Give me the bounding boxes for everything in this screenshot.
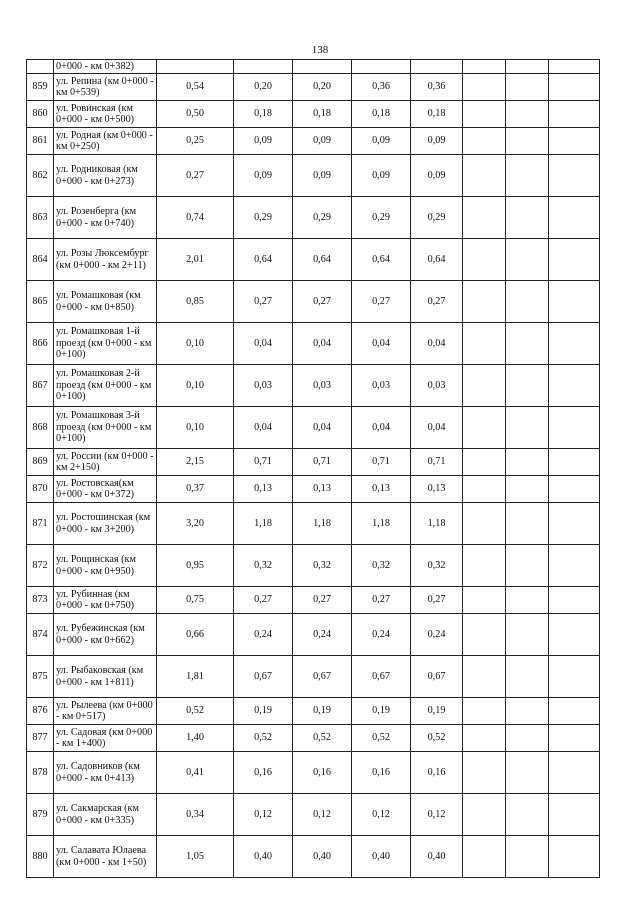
empty-cell <box>506 587 549 614</box>
empty-cell <box>463 752 506 794</box>
table-row <box>27 752 600 794</box>
value-cell: 0,04 <box>352 323 411 365</box>
road-name-cell: ул. Рылеева (км 0+000 - км 0+517) <box>54 698 157 725</box>
value-cell: 0,27 <box>234 281 293 323</box>
value-cell: 0,09 <box>352 128 411 155</box>
value-cell: 0,09 <box>234 128 293 155</box>
empty-cell <box>549 281 600 323</box>
road-name-cell: ул. Репина (км 0+000 - км 0+539) <box>54 74 157 101</box>
empty-cell <box>463 128 506 155</box>
value-cell <box>157 60 234 74</box>
row-number-cell: 872 <box>27 545 54 587</box>
row-number-cell: 876 <box>27 698 54 725</box>
road-name-cell: ул. Салавата Юлаева (км 0+000 - км 1+50) <box>54 836 157 878</box>
empty-cell <box>506 503 549 545</box>
value-cell: 1,40 <box>157 725 234 752</box>
road-name-cell: ул. Сакмарская (км 0+000 - км 0+335) <box>54 794 157 836</box>
value-cell: 0,09 <box>293 128 352 155</box>
row-number-cell: 875 <box>27 656 54 698</box>
road-name-cell: ул. Ромашковая 1-й проезд (км 0+000 - км 0+100) <box>54 323 157 365</box>
table-row <box>27 587 600 614</box>
empty-cell <box>549 239 600 281</box>
value-cell: 0,29 <box>411 197 463 239</box>
value-cell: 0,64 <box>411 239 463 281</box>
empty-cell <box>463 587 506 614</box>
road-name-cell: ул. Ромашковая 2-й проезд (км 0+000 - км 0+100) <box>54 365 157 407</box>
table-row <box>27 794 600 836</box>
value-cell: 0,67 <box>234 656 293 698</box>
value-cell: 0,10 <box>157 365 234 407</box>
value-cell: 0,34 <box>157 794 234 836</box>
value-cell: 0,16 <box>411 752 463 794</box>
table-row <box>27 407 600 449</box>
empty-cell <box>549 74 600 101</box>
road-name-cell: ул. Рыбаковская (км 0+000 - км 1+811) <box>54 656 157 698</box>
value-cell: 0,71 <box>234 449 293 476</box>
empty-cell <box>549 836 600 878</box>
value-cell: 0,32 <box>352 545 411 587</box>
empty-cell <box>549 614 600 656</box>
value-cell: 0,19 <box>411 698 463 725</box>
empty-cell <box>549 365 600 407</box>
value-cell: 0,19 <box>352 698 411 725</box>
value-cell: 0,09 <box>234 155 293 197</box>
empty-cell <box>549 587 600 614</box>
road-name-cell: ул. Садовников (км 0+000 - км 0+413) <box>54 752 157 794</box>
empty-cell <box>549 60 600 74</box>
table-row <box>27 197 600 239</box>
value-cell: 0,18 <box>293 101 352 128</box>
road-name-cell: ул. Рощинская (км 0+000 - км 0+950) <box>54 545 157 587</box>
empty-cell <box>463 449 506 476</box>
empty-cell <box>506 74 549 101</box>
empty-cell <box>506 794 549 836</box>
empty-cell <box>463 407 506 449</box>
row-number-cell: 862 <box>27 155 54 197</box>
empty-cell <box>506 197 549 239</box>
value-cell: 0,03 <box>411 365 463 407</box>
value-cell: 0,24 <box>411 614 463 656</box>
value-cell: 0,19 <box>293 698 352 725</box>
value-cell: 0,27 <box>234 587 293 614</box>
value-cell: 0,95 <box>157 545 234 587</box>
empty-cell <box>549 101 600 128</box>
value-cell: 0,03 <box>293 365 352 407</box>
page-number: 138 <box>311 44 329 56</box>
row-number-cell: 874 <box>27 614 54 656</box>
row-number-cell: 869 <box>27 449 54 476</box>
value-cell: 0,13 <box>411 476 463 503</box>
value-cell: 0,29 <box>234 197 293 239</box>
value-cell: 0,27 <box>352 281 411 323</box>
value-cell: 0,24 <box>352 614 411 656</box>
value-cell: 0,19 <box>234 698 293 725</box>
value-cell: 0,37 <box>157 476 234 503</box>
road-name-cell: ул. Ростовская(км 0+000 - км 0+372) <box>54 476 157 503</box>
value-cell: 0,12 <box>234 794 293 836</box>
value-cell: 3,20 <box>157 503 234 545</box>
empty-cell <box>506 155 549 197</box>
value-cell: 1,81 <box>157 656 234 698</box>
value-cell: 0,24 <box>234 614 293 656</box>
table-row <box>27 656 600 698</box>
road-name-cell: ул. Ромашковая (км 0+000 - км 0+850) <box>54 281 157 323</box>
empty-cell <box>506 407 549 449</box>
table-row <box>27 503 600 545</box>
row-number-cell: 877 <box>27 725 54 752</box>
value-cell: 0,04 <box>352 407 411 449</box>
empty-cell <box>549 449 600 476</box>
road-name-cell: ул. Рубинная (км 0+000 - км 0+750) <box>54 587 157 614</box>
value-cell: 0,16 <box>234 752 293 794</box>
row-number-cell: 860 <box>27 101 54 128</box>
empty-cell <box>506 60 549 74</box>
empty-cell <box>463 545 506 587</box>
value-cell: 0,64 <box>352 239 411 281</box>
value-cell: 0,50 <box>157 101 234 128</box>
value-cell: 0,09 <box>352 155 411 197</box>
value-cell: 0,13 <box>234 476 293 503</box>
empty-cell <box>549 698 600 725</box>
value-cell: 0,29 <box>352 197 411 239</box>
page-footer-area <box>0 897 640 905</box>
empty-cell <box>506 101 549 128</box>
table-row <box>27 365 600 407</box>
value-cell: 0,40 <box>293 836 352 878</box>
empty-cell <box>463 614 506 656</box>
row-number-cell: 880 <box>27 836 54 878</box>
value-cell: 0,27 <box>411 587 463 614</box>
value-cell: 0,67 <box>293 656 352 698</box>
value-cell: 0,13 <box>352 476 411 503</box>
value-cell: 1,18 <box>234 503 293 545</box>
value-cell: 0,41 <box>157 752 234 794</box>
road-name-cell: ул. Ростошинская (км 0+000 - км 3+200) <box>54 503 157 545</box>
table-row <box>27 74 600 101</box>
value-cell: 0,52 <box>234 725 293 752</box>
value-cell: 0,27 <box>293 587 352 614</box>
table-row <box>27 476 600 503</box>
value-cell: 0,67 <box>411 656 463 698</box>
empty-cell <box>463 101 506 128</box>
table-body <box>27 60 600 878</box>
value-cell: 0,16 <box>293 752 352 794</box>
row-number-cell: 865 <box>27 281 54 323</box>
empty-cell <box>463 323 506 365</box>
value-cell: 0,52 <box>352 725 411 752</box>
empty-cell <box>463 197 506 239</box>
empty-cell <box>463 74 506 101</box>
empty-cell <box>506 725 549 752</box>
value-cell: 0,12 <box>293 794 352 836</box>
value-cell: 0,32 <box>293 545 352 587</box>
table-row <box>27 155 600 197</box>
empty-cell <box>549 725 600 752</box>
row-number-cell: 878 <box>27 752 54 794</box>
empty-cell <box>463 281 506 323</box>
value-cell: 0,29 <box>293 197 352 239</box>
empty-cell <box>506 476 549 503</box>
value-cell <box>411 60 463 74</box>
row-number-cell: 879 <box>27 794 54 836</box>
value-cell: 0,36 <box>411 74 463 101</box>
empty-cell <box>549 155 600 197</box>
value-cell: 0,13 <box>293 476 352 503</box>
empty-cell <box>506 281 549 323</box>
row-number-cell: 859 <box>27 74 54 101</box>
row-number-cell: 863 <box>27 197 54 239</box>
value-cell: 0,27 <box>293 281 352 323</box>
empty-cell <box>506 836 549 878</box>
empty-cell <box>506 614 549 656</box>
value-cell: 1,18 <box>293 503 352 545</box>
table-row <box>27 614 600 656</box>
empty-cell <box>549 545 600 587</box>
value-cell: 0,27 <box>352 587 411 614</box>
road-name-cell: ул. Родниковая (км 0+000 - км 0+273) <box>54 155 157 197</box>
table-row <box>27 128 600 155</box>
value-cell: 0,71 <box>352 449 411 476</box>
empty-cell <box>463 60 506 74</box>
value-cell: 2,15 <box>157 449 234 476</box>
road-name-cell: ул. Родная (км 0+000 - км 0+250) <box>54 128 157 155</box>
row-number-cell: 870 <box>27 476 54 503</box>
empty-cell <box>463 476 506 503</box>
road-name-cell: ул. Ровинская (км 0+000 - км 0+500) <box>54 101 157 128</box>
value-cell: 0,66 <box>157 614 234 656</box>
empty-cell <box>463 503 506 545</box>
road-name-cell: 0+000 - км 0+382) <box>54 60 157 74</box>
empty-cell <box>506 752 549 794</box>
value-cell: 0,20 <box>293 74 352 101</box>
table-row <box>27 101 600 128</box>
road-name-cell: ул. Ромашковая 3-й проезд (км 0+000 - км 0+100) <box>54 407 157 449</box>
value-cell: 0,52 <box>157 698 234 725</box>
value-cell: 0,24 <box>293 614 352 656</box>
value-cell: 1,18 <box>411 503 463 545</box>
table-row <box>27 698 600 725</box>
value-cell: 0,32 <box>234 545 293 587</box>
value-cell: 0,18 <box>411 101 463 128</box>
value-cell: 0,67 <box>352 656 411 698</box>
value-cell: 0,16 <box>352 752 411 794</box>
value-cell: 2,01 <box>157 239 234 281</box>
value-cell: 0,09 <box>293 155 352 197</box>
value-cell: 0,18 <box>234 101 293 128</box>
value-cell: 0,12 <box>411 794 463 836</box>
value-cell: 0,25 <box>157 128 234 155</box>
row-number-cell: 873 <box>27 587 54 614</box>
road-name-cell: ул. Розы Люксембург (км 0+000 - км 2+11) <box>54 239 157 281</box>
road-name-cell: ул. Розенберга (км 0+000 - км 0+740) <box>54 197 157 239</box>
value-cell: 0,71 <box>293 449 352 476</box>
empty-cell <box>549 503 600 545</box>
row-number-cell <box>27 60 54 74</box>
value-cell <box>293 60 352 74</box>
value-cell: 0,85 <box>157 281 234 323</box>
value-cell: 0,40 <box>352 836 411 878</box>
value-cell: 0,04 <box>293 323 352 365</box>
value-cell: 0,04 <box>411 323 463 365</box>
value-cell: 0,03 <box>234 365 293 407</box>
empty-cell <box>549 197 600 239</box>
value-cell: 0,04 <box>293 407 352 449</box>
empty-cell <box>463 239 506 281</box>
empty-cell <box>506 239 549 281</box>
road-name-cell: ул. Рубежинская (км 0+000 - км 0+662) <box>54 614 157 656</box>
value-cell: 0,20 <box>234 74 293 101</box>
value-cell: 0,40 <box>411 836 463 878</box>
row-number-cell: 866 <box>27 323 54 365</box>
value-cell: 0,27 <box>411 281 463 323</box>
empty-cell <box>549 323 600 365</box>
road-segments-table <box>26 59 600 878</box>
value-cell: 0,75 <box>157 587 234 614</box>
value-cell: 0,27 <box>157 155 234 197</box>
value-cell: 0,04 <box>411 407 463 449</box>
empty-cell <box>506 365 549 407</box>
empty-cell <box>549 407 600 449</box>
value-cell: 0,09 <box>411 155 463 197</box>
empty-cell <box>549 476 600 503</box>
table-row <box>27 545 600 587</box>
value-cell: 0,40 <box>234 836 293 878</box>
empty-cell <box>463 656 506 698</box>
value-cell: 0,52 <box>411 725 463 752</box>
value-cell: 1,18 <box>352 503 411 545</box>
value-cell: 0,03 <box>352 365 411 407</box>
table-row-continuation <box>27 60 600 74</box>
empty-cell <box>463 794 506 836</box>
empty-cell <box>549 128 600 155</box>
table-row <box>27 725 600 752</box>
value-cell: 0,52 <box>293 725 352 752</box>
table-row <box>27 281 600 323</box>
table-row <box>27 836 600 878</box>
empty-cell <box>549 794 600 836</box>
empty-cell <box>463 155 506 197</box>
table-row <box>27 323 600 365</box>
value-cell: 0,12 <box>352 794 411 836</box>
road-name-cell: ул. России (км 0+000 - км 2+150) <box>54 449 157 476</box>
value-cell: 0,10 <box>157 323 234 365</box>
empty-cell <box>463 365 506 407</box>
row-number-cell: 861 <box>27 128 54 155</box>
value-cell: 0,64 <box>293 239 352 281</box>
empty-cell <box>506 323 549 365</box>
empty-cell <box>549 656 600 698</box>
value-cell: 0,32 <box>411 545 463 587</box>
value-cell: 0,04 <box>234 323 293 365</box>
value-cell: 0,36 <box>352 74 411 101</box>
value-cell: 0,54 <box>157 74 234 101</box>
value-cell: 0,04 <box>234 407 293 449</box>
value-cell: 0,10 <box>157 407 234 449</box>
value-cell <box>234 60 293 74</box>
value-cell: 0,64 <box>234 239 293 281</box>
empty-cell <box>463 725 506 752</box>
row-number-cell: 867 <box>27 365 54 407</box>
value-cell: 0,09 <box>411 128 463 155</box>
row-number-cell: 864 <box>27 239 54 281</box>
value-cell <box>352 60 411 74</box>
empty-cell <box>463 836 506 878</box>
empty-cell <box>506 449 549 476</box>
row-number-cell: 871 <box>27 503 54 545</box>
empty-cell <box>506 128 549 155</box>
value-cell: 0,18 <box>352 101 411 128</box>
road-name-cell: ул. Садовая (км 0+000 - км 1+400) <box>54 725 157 752</box>
empty-cell <box>463 698 506 725</box>
value-cell: 0,71 <box>411 449 463 476</box>
empty-cell <box>506 545 549 587</box>
empty-cell <box>506 698 549 725</box>
table-row <box>27 239 600 281</box>
empty-cell <box>506 656 549 698</box>
value-cell: 0,74 <box>157 197 234 239</box>
value-cell: 1,05 <box>157 836 234 878</box>
empty-cell <box>549 752 600 794</box>
table-row <box>27 449 600 476</box>
row-number-cell: 868 <box>27 407 54 449</box>
